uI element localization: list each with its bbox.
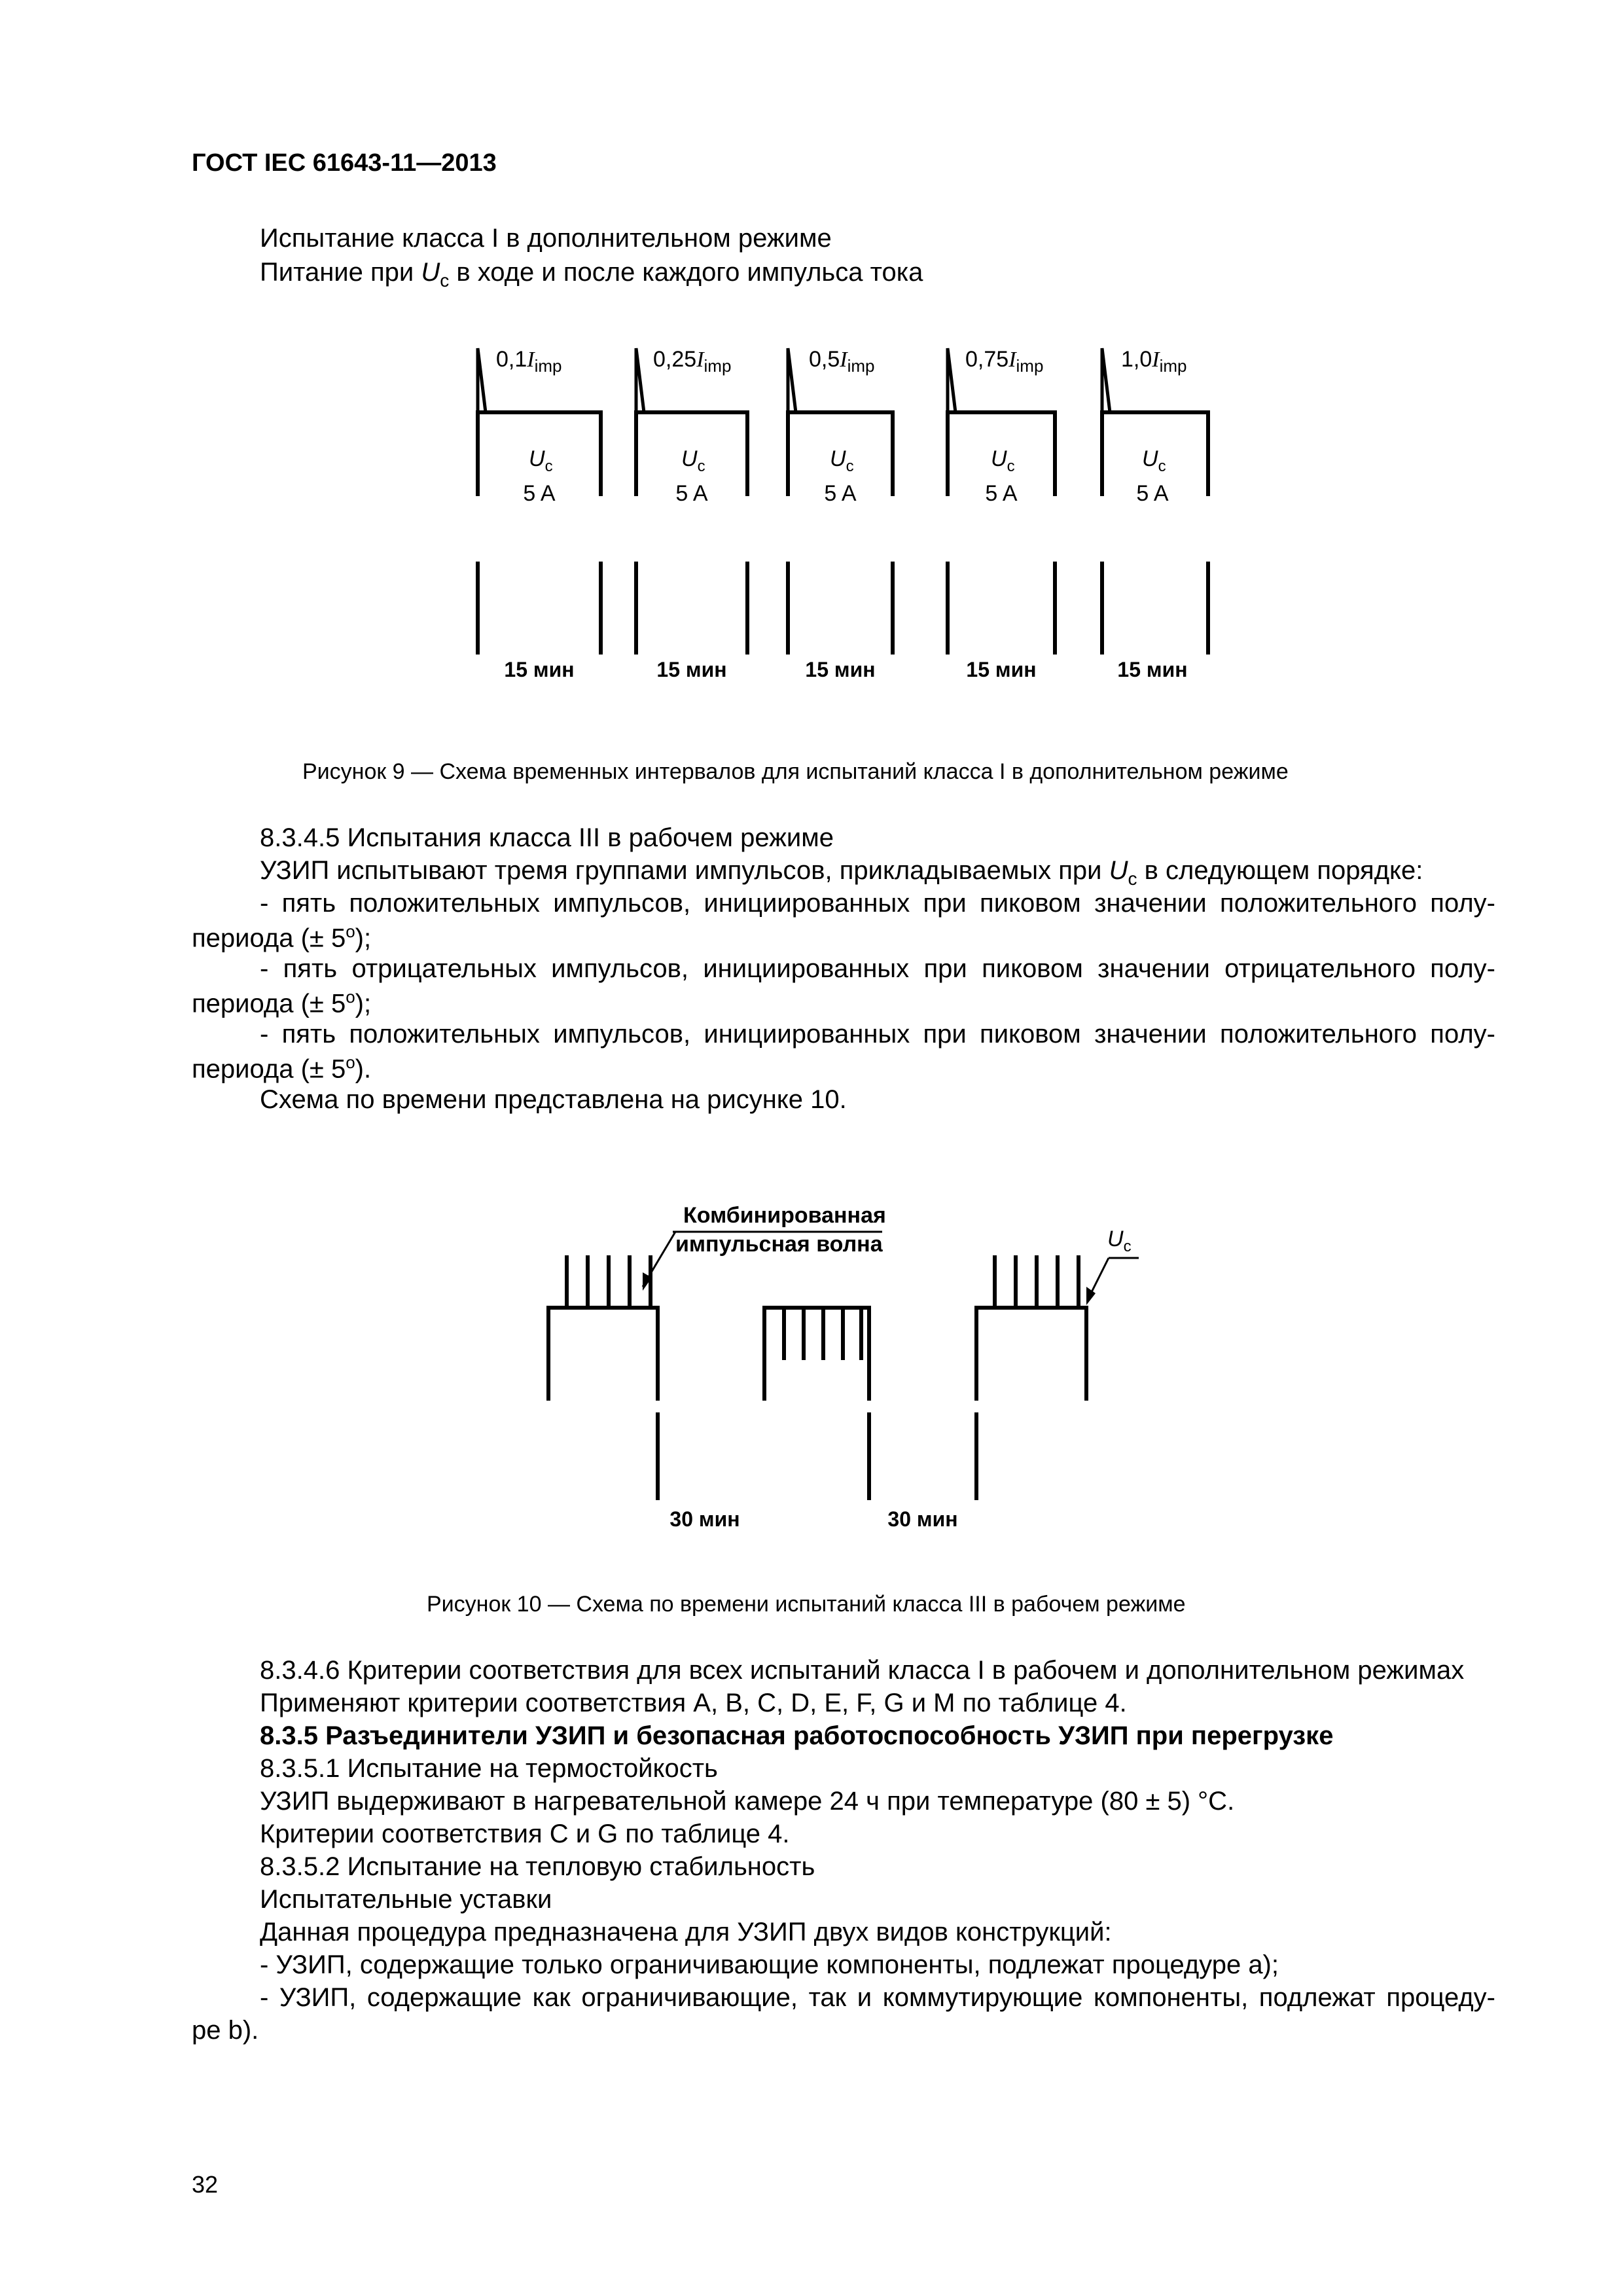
fig9-u-2: $U_c$ bbox=[681, 446, 705, 475]
fig9-current-1: 5 A bbox=[523, 481, 556, 506]
s8346-title: 8.3.4.6 Критерии соответствия для всех испытаний класса I в рабочем и дополнительном режимах bbox=[260, 1656, 1465, 1685]
s8351-criteria: Критерии соответствия C и G по таблице 4. bbox=[260, 1820, 790, 1848]
s8345-item1-text: периода (± 5 bbox=[192, 924, 346, 953]
fig9-current-4: 5 A bbox=[985, 481, 1018, 506]
fig10-wave-label-line2: импульсная волна bbox=[675, 1232, 883, 1257]
s8345-intro-text: УЗИП испытывают тремя группами импульсов, прикладываемых при bbox=[260, 856, 1109, 885]
s8345-intro-u-sub: c bbox=[1128, 869, 1137, 889]
s8352-item-b-line1: - УЗИП, содержащие как ограничивающие, так и коммутирующие компоненты, подлежат процеду- bbox=[260, 1983, 1495, 2012]
fig9-duration-2: 15 мин bbox=[656, 658, 727, 681]
fig9-u-4: $U_c$ bbox=[991, 446, 1015, 475]
s8345-item1-end: ); bbox=[355, 924, 372, 953]
s8345-item3-degree: o bbox=[346, 1052, 355, 1072]
fig9-duration-4: 15 мин bbox=[966, 658, 1037, 681]
s8345-item1-line1: - пять положительных импульсов, инициированных при пиковом значении положительного полу- bbox=[260, 889, 1495, 918]
s8345-item2-text: периода (± 5 bbox=[192, 989, 346, 1018]
s8345-item3-text: периода (± 5 bbox=[192, 1054, 346, 1084]
fig10-supply-1 bbox=[548, 1308, 658, 1401]
fig9-heading-u: U bbox=[421, 258, 440, 287]
s8352-subheading: Испытательные уставки bbox=[260, 1885, 552, 1914]
s8351-title: 8.3.5.1 Испытание на термостойкость bbox=[260, 1754, 718, 1783]
fig9-amp-2: $0,25I_{imp}$ bbox=[653, 347, 732, 376]
fig9-duration-5: 15 мин bbox=[1117, 658, 1188, 681]
fig10-group-2 bbox=[764, 1308, 869, 1401]
fig9-amp-1: $0,1I_{imp}$ bbox=[496, 347, 562, 376]
fig10-group-1 bbox=[548, 1255, 658, 1401]
s8352-item-b-line2: ре b). bbox=[192, 2016, 259, 2045]
s8345-intro-u: U bbox=[1109, 856, 1128, 885]
fig9-heading-line1: Испытание класса I в дополнительном режиме bbox=[260, 224, 832, 253]
s8345-item2-degree: o bbox=[346, 987, 355, 1007]
s8345-title: 8.3.4.5 Испытания класса III в рабочем режиме bbox=[260, 823, 834, 852]
fig9-heading-text: Питание при bbox=[260, 258, 421, 287]
s8351-text: УЗИП выдерживают в нагревательной камере 24 ч при температуре (80 ± 5) °C. bbox=[260, 1787, 1235, 1816]
fig10-supply-2 bbox=[764, 1308, 869, 1401]
s8352-title: 8.3.5.2 Испытание на тепловую стабильность bbox=[260, 1852, 815, 1881]
fig9-duration-1: 15 мин bbox=[504, 658, 575, 681]
fig10-uc-label: $U_c$ bbox=[1107, 1227, 1132, 1255]
fig10-uc-arrowhead bbox=[1086, 1287, 1096, 1305]
fig10-interval-label-1: 30 мин bbox=[669, 1507, 740, 1531]
fig9-u-3: $U_c$ bbox=[830, 446, 854, 475]
fig9-amp-4: $0,75I_{imp}$ bbox=[965, 347, 1044, 376]
fig9-duration-3: 15 мин bbox=[805, 658, 876, 681]
s8345-item2-line1: - пять отрицательных импульсов, инициированных при пиковом значении отрицательного полу- bbox=[260, 954, 1495, 983]
fig9-u-1: $U_c$ bbox=[529, 446, 553, 475]
s8346-text: Применяют критерии соответствия A, B, C, D, E, F, G и M по таблице 4. bbox=[260, 1689, 1127, 1717]
fig10-caption: Рисунок 10 — Схема по времени испытаний класса III в рабочем режиме bbox=[427, 1592, 1186, 1617]
s8352-text: Данная процедура предназначена для УЗИП двух видов конструкций: bbox=[260, 1918, 1112, 1946]
fig9-heading-u-sub: c bbox=[440, 270, 450, 291]
page-number: 32 bbox=[192, 2171, 219, 2198]
fig9-u-5: $U_c$ bbox=[1142, 446, 1166, 475]
fig9-caption: Рисунок 9 — Схема временных интервалов для испытаний класса I в дополнительном режиме bbox=[302, 759, 1289, 784]
s8345-item3-line1: - пять положительных импульсов, инициированных при пиковом значении положительного полу- bbox=[260, 1020, 1495, 1049]
s835-title: 8.3.5 Разъединители УЗИП и безопасная работоспособность УЗИП при перегрузке bbox=[260, 1721, 1334, 1750]
fig10-supply-3 bbox=[976, 1308, 1086, 1401]
fig10-interval-label-2: 30 мин bbox=[887, 1507, 958, 1531]
fig9-current-5: 5 A bbox=[1136, 481, 1169, 506]
fig9-amp-3: $0,5I_{imp}$ bbox=[809, 347, 875, 376]
fig9-current-3: 5 A bbox=[824, 481, 857, 506]
fig9-current-2: 5 A bbox=[675, 481, 708, 506]
s8345-item3-end: ). bbox=[355, 1054, 372, 1084]
document-header: ГОСТ IEC 61643-11—2013 bbox=[192, 149, 497, 177]
s8345-item2-end: ); bbox=[355, 989, 372, 1018]
fig9-amp-5: $1,0I_{imp}$ bbox=[1121, 347, 1187, 376]
s8345-intro-text-end: в следующем порядке: bbox=[1137, 856, 1423, 885]
s8345-scheme-ref: Схема по времени представлена на рисунке 10. bbox=[260, 1085, 847, 1114]
fig10-group-3 bbox=[976, 1255, 1086, 1401]
fig9-heading-text-end: в ходе и после каждого импульса тока bbox=[449, 258, 923, 287]
fig10-wave-label-line1: Комбинированная bbox=[683, 1203, 886, 1228]
s8345-item1-degree: o bbox=[346, 922, 355, 941]
s8352-item-a: - УЗИП, содержащие только ограничивающие компоненты, подлежат процедуре a); bbox=[260, 1950, 1279, 1979]
